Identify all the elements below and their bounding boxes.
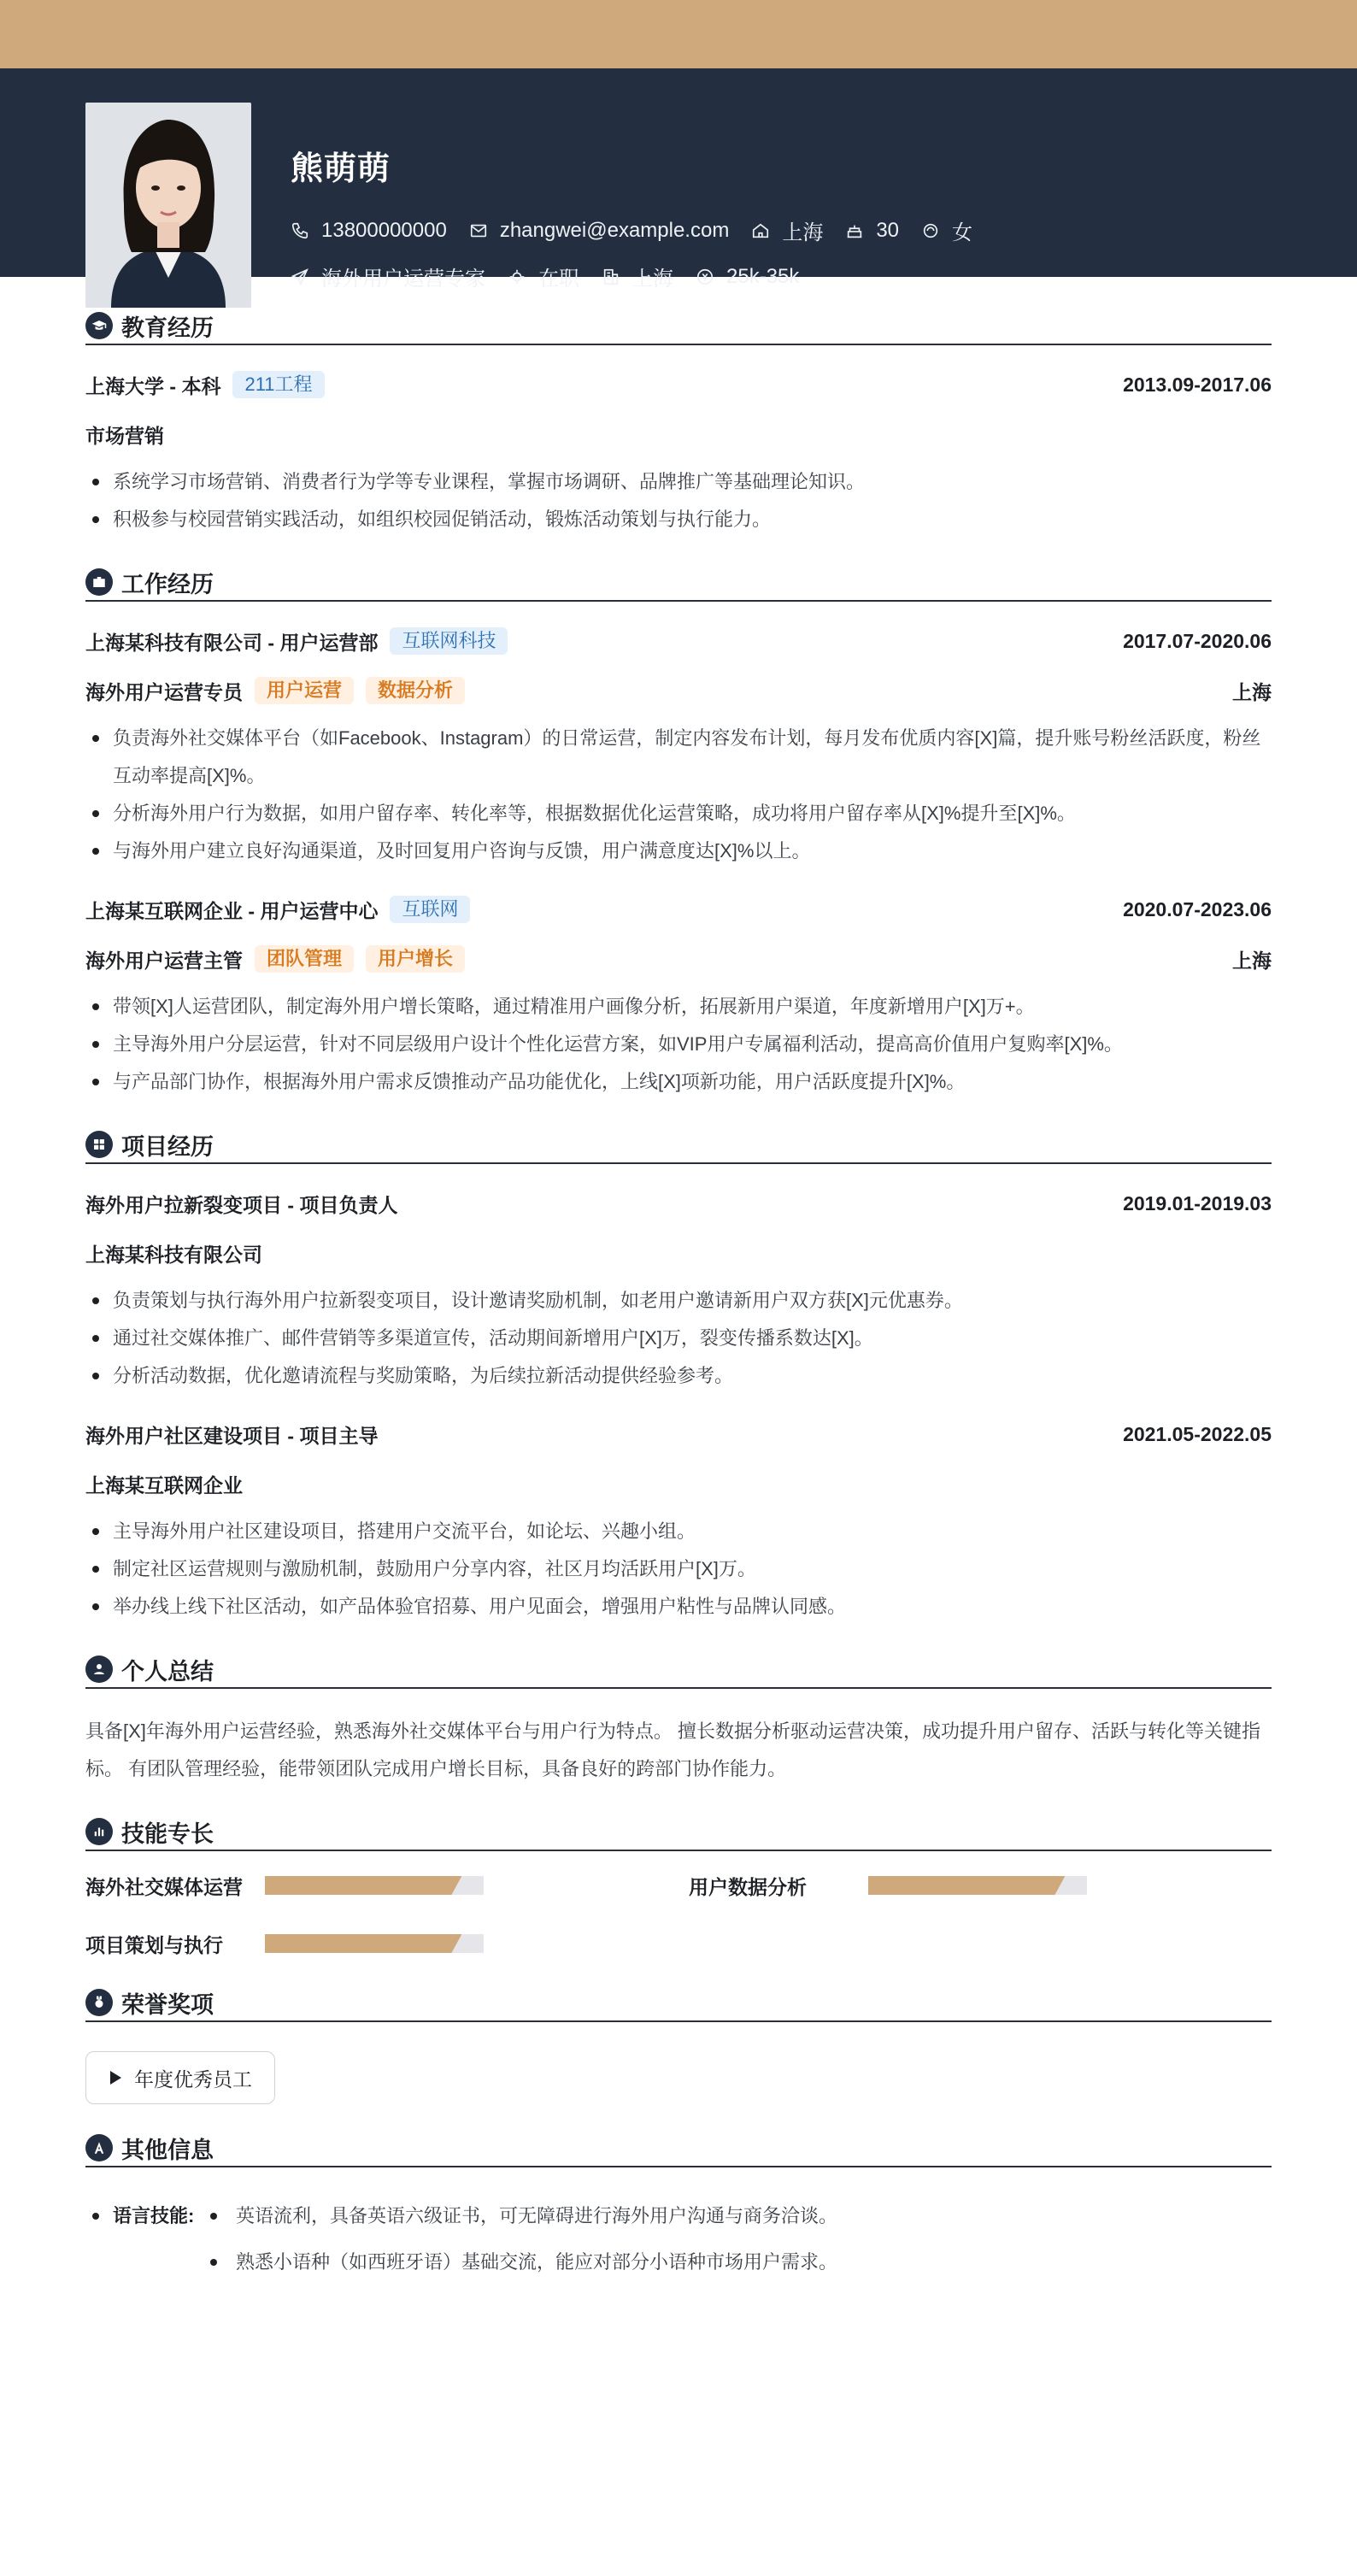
list-item: 负责海外社交媒体平台（如Facebook、Instagram）的日常运营，制定内容发布计划，每月发布优质内容[X]篇，提升账号粉丝活跃度，粉丝互动率提高[X]%。 — [85, 720, 1272, 795]
skill-item — [85, 1870, 689, 1901]
cake-icon — [845, 221, 864, 240]
project-org: 上海某互联网企业 — [85, 1473, 243, 1497]
list-item: 分析活动数据，优化邀请流程与奖励策略，为后续拉新活动提供经验参考。 — [85, 1357, 1272, 1395]
play-icon — [109, 2070, 122, 2085]
translate-icon — [85, 2134, 113, 2161]
work-location: 上海 — [1232, 680, 1272, 703]
industry-tag: 互联网 — [390, 896, 470, 923]
skill-item — [689, 1870, 1272, 1901]
graduation-cap-icon — [85, 312, 113, 339]
education-section — [85, 308, 1272, 538]
grid-icon — [85, 1131, 113, 1158]
status-item — [508, 262, 579, 291]
education-date: 2013.09-2017.06 — [1123, 373, 1272, 396]
list-item: 积极参与校园营销实践活动，如组织校园促销活动，锻炼活动策划与执行能力。 — [85, 501, 1272, 538]
honor-label: 年度优秀员工 — [134, 2067, 252, 2091]
list-item: 主导海外用户分层运营，针对不同层级用户设计个性化运营方案，如VIP用户专属福利活动，提高高价值用户复购率[X]%。 — [85, 1026, 1272, 1063]
medal-icon — [85, 1989, 113, 2016]
role-title: 海外用户运营专员 — [85, 680, 243, 703]
job-info-row — [291, 262, 821, 291]
role-title: 海外用户运营主管 — [85, 949, 243, 972]
major: 市场营销 — [85, 424, 164, 447]
work-section — [85, 564, 1272, 1101]
project-bullets — [85, 1282, 1272, 1395]
list-item: 与海外用户建立良好沟通渠道，及时回复用户咨询与反馈，用户满意度达[X]%以上。 — [85, 832, 1272, 870]
project-name: 海外用户拉新裂变项目 - 项目负责人 — [85, 1193, 398, 1216]
skill-bar — [868, 1876, 1087, 1895]
gender-text: 女 — [952, 221, 973, 244]
phone-icon — [291, 221, 309, 240]
position-item — [291, 262, 485, 291]
status-icon — [508, 268, 526, 286]
section-title: 荣誉奖项 — [121, 1991, 214, 2018]
language-label: 语言技能: — [113, 2205, 195, 2226]
hometown-text: 上海 — [782, 221, 824, 244]
school-tag: 211工程 — [232, 371, 324, 398]
avatar — [85, 103, 251, 308]
industry-tag: 互联网科技 — [390, 627, 508, 655]
mail-icon — [469, 221, 488, 240]
salary-item — [696, 265, 799, 289]
top-accent-bar — [0, 0, 1357, 68]
summary-header — [85, 1651, 1272, 1689]
work-entry — [85, 626, 1272, 656]
skills-list — [85, 1870, 1272, 1959]
city-item — [602, 262, 673, 291]
list-item: 制定社区运营规则与激励机制，鼓励用户分享内容，社区月均活跃用户[X]万。 — [85, 1550, 1272, 1588]
section-title: 技能专长 — [121, 1820, 214, 1847]
skill-bar — [265, 1876, 484, 1895]
project-date: 2019.01-2019.03 — [1123, 1191, 1272, 1214]
summary-section — [85, 1651, 1272, 1788]
skill-bar-fill — [265, 1876, 461, 1895]
skills-header — [85, 1814, 1272, 1851]
skill-name: 海外社交媒体运营 — [85, 1875, 243, 1898]
education-header — [85, 308, 1272, 345]
list-item: 带领[X]人运营团队，制定海外用户增长策略，通过精准用户画像分析，拓展新用户渠道，年度新增用户[X]万+。 — [85, 988, 1272, 1026]
project-name: 海外用户社区建设项目 - 项目主导 — [85, 1424, 379, 1447]
skill-bar-fill — [265, 1934, 461, 1953]
work-bullets — [85, 988, 1272, 1101]
list-item: 英语流利，具备英语六级证书，可无障碍进行海外用户沟通与商务洽谈。 — [202, 2193, 837, 2239]
project-entry — [85, 1419, 1272, 1450]
education-entry — [85, 369, 1272, 400]
skill-name: 项目策划与执行 — [85, 1933, 223, 1956]
section-title: 项目经历 — [121, 1133, 214, 1160]
phone-text[interactable]: 13800000000 — [321, 218, 447, 242]
gender-item — [921, 215, 972, 245]
role-tag: 团队管理 — [255, 945, 354, 973]
skill-bar — [265, 1934, 484, 1953]
projects-section — [85, 1126, 1272, 1626]
other-section — [85, 2130, 1272, 2285]
projects-header — [85, 1126, 1272, 1164]
money-icon — [696, 268, 714, 286]
skill-name: 用户数据分析 — [689, 1875, 807, 1898]
list-item: 熟悉小语种（如西班牙语）基础交流，能应对部分小语种市场用户需求。 — [202, 2239, 837, 2285]
company-name: 上海某互联网企业 - 用户运营中心 — [85, 899, 379, 922]
list-item: 负责策划与执行海外用户拉新裂变项目，设计邀请奖励机制，如老用户邀请新用户双方获[X]元优惠券。 — [85, 1282, 1272, 1320]
project-entry — [85, 1188, 1272, 1219]
list-item: 与产品部门协作，根据海外用户需求反馈推动产品功能优化，上线[X]项新功能，用户活跃度提升[X]%。 — [85, 1063, 1272, 1101]
phone-item — [291, 219, 447, 243]
honor-item[interactable] — [85, 2051, 275, 2104]
list-item: 分析海外用户行为数据，如用户留存率、转化率等，根据数据优化运营策略，成功将用户留存率从[X]%提升至[X]%。 — [85, 795, 1272, 832]
age-item — [845, 219, 899, 243]
skill-bar-fill — [868, 1876, 1065, 1895]
section-title: 其他信息 — [121, 2137, 214, 2163]
project-date: 2021.05-2022.05 — [1123, 1422, 1272, 1445]
role-row — [85, 944, 1272, 974]
project-org: 上海某科技有限公司 — [85, 1243, 262, 1266]
list-item: 主导海外用户社区建设项目，搭建用户交流平台，如论坛、兴趣小组。 — [85, 1513, 1272, 1550]
role-tag: 用户运营 — [255, 677, 354, 704]
company-name: 上海某科技有限公司 - 用户运营部 — [85, 631, 379, 654]
age-text: 30 — [876, 218, 900, 242]
school-name: 上海大学 - 本科 — [85, 374, 221, 397]
profile-header — [0, 68, 1357, 291]
work-date: 2017.07-2020.06 — [1123, 629, 1272, 652]
work-header — [85, 564, 1272, 602]
send-icon — [291, 268, 309, 286]
skill-item — [85, 1928, 689, 1959]
email-text[interactable]: zhangwei@example.com — [499, 218, 730, 242]
user-icon — [85, 1656, 113, 1683]
salary-text: 25k-35k — [726, 264, 800, 288]
summary-text: 具备[X]年海外用户运营经验，熟悉海外社交媒体平台与用户行为特点。 擅长数据分析驱动运营决策，成功提升用户留存、活跃与转化等关键指标。 有团队管理经验，能带领团队完成用户增长目标，具备良好的跨部门协作能力。 — [85, 1720, 1261, 1779]
list-item: 通过社交媒体推广、邮件营销等多渠道宣传，活动期间新增用户[X]万，裂变传播系数达[X]。 — [85, 1320, 1272, 1357]
status-text: 在职 — [538, 268, 579, 291]
home-icon — [751, 221, 770, 240]
work-bullets — [85, 720, 1272, 870]
avatar-photo-icon — [85, 103, 251, 308]
candidate-name: 熊萌萌 — [291, 151, 391, 187]
hometown-item — [751, 215, 823, 245]
section-title: 工作经历 — [121, 571, 214, 597]
gender-icon — [921, 221, 940, 240]
language-row — [85, 2193, 1272, 2285]
section-title: 教育经历 — [121, 315, 214, 341]
project-bullets — [85, 1513, 1272, 1626]
other-header — [85, 2130, 1272, 2167]
city-text: 上海 — [632, 268, 673, 291]
email-item — [469, 219, 730, 243]
honors-section — [85, 1985, 1272, 2104]
role-row — [85, 675, 1272, 706]
skills-section — [85, 1814, 1272, 1959]
education-bullets — [85, 463, 1272, 538]
building-icon — [602, 268, 620, 286]
work-location: 上海 — [1232, 949, 1272, 972]
bar-chart-icon — [85, 1818, 113, 1845]
role-tag: 数据分析 — [366, 677, 465, 704]
position-text: 海外用户运营专家 — [321, 268, 485, 291]
honors-header — [85, 1985, 1272, 2022]
language-list — [202, 2193, 837, 2285]
contact-row — [291, 215, 995, 245]
list-item: 系统学习市场营销、消费者行为学等专业课程，掌握市场调研、品牌推广等基础理论知识。 — [85, 463, 1272, 501]
other-info — [85, 2193, 1272, 2285]
section-title: 个人总结 — [121, 1658, 214, 1685]
work-date: 2020.07-2023.06 — [1123, 897, 1272, 920]
role-tag: 用户增长 — [366, 945, 465, 973]
list-item: 举办线上线下社区活动，如产品体验官招募、用户见面会，增强用户粘性与品牌认同感。 — [85, 1588, 1272, 1626]
work-entry — [85, 894, 1272, 925]
resume-body — [85, 308, 1272, 2311]
briefcase-icon — [85, 568, 113, 596]
